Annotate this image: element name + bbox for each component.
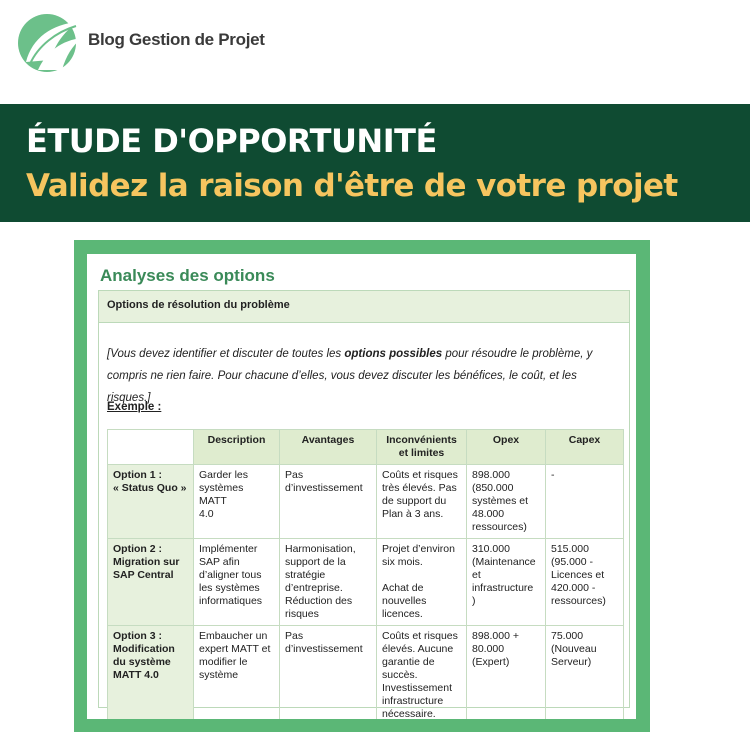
header-inconvenients: Inconvénients et limites xyxy=(377,430,467,465)
cell-line: MATT 4.0 xyxy=(113,669,159,681)
cell-line: garantie de xyxy=(382,656,435,668)
banner-subtitle: Validez la raison d'être de votre projet xyxy=(26,168,678,204)
cell-opex xyxy=(467,626,546,720)
banner-title: ÉTUDE D'OPPORTUNITÉ xyxy=(26,122,437,160)
cell-description xyxy=(194,465,280,539)
cell-line: système xyxy=(199,669,239,681)
section-header xyxy=(99,291,629,323)
cell-capex xyxy=(546,465,624,539)
cell-line: Coûts et risques xyxy=(382,630,458,642)
document-page xyxy=(87,254,636,719)
intro-text-end: pour résoudre le problème, y compris ne rien faire. Pour chacune d’elles, vous devez discuter les bénéfices, le coût, et les risques.] xyxy=(107,348,593,404)
cell-opex xyxy=(467,539,546,626)
cell-line: d’investissement xyxy=(285,643,363,655)
table-row xyxy=(108,539,624,626)
cell-line: (Nouveau xyxy=(551,643,597,655)
document-heading: Analyses des options xyxy=(100,266,275,285)
cell-line: ressources) xyxy=(472,521,527,533)
cell-line: (Maintenance xyxy=(472,556,536,568)
cell-line: six mois. xyxy=(382,556,423,568)
cell-line: (850.000 xyxy=(472,482,514,494)
intro-text-start: [Vous devez identifier et discuter de toutes les xyxy=(107,348,345,360)
cell-line: Implémenter xyxy=(199,543,258,555)
cell-line: licences. xyxy=(382,608,423,620)
cell-line: infrastructure xyxy=(382,695,444,707)
cell-avantages xyxy=(280,539,377,626)
cell-line: Coûts et risques xyxy=(382,469,458,481)
leaf-logo-icon xyxy=(16,12,84,74)
cell-line: nécessaire. xyxy=(382,708,436,719)
header-opex: Opex xyxy=(467,430,546,465)
cell-inconvenients xyxy=(377,626,467,720)
cell-line: ) xyxy=(472,595,476,607)
header-blank xyxy=(108,430,194,465)
cell-line: Réduction des xyxy=(285,595,353,607)
cell-line: expert MATT et xyxy=(199,643,271,655)
cell-line: SAP afin xyxy=(199,556,240,568)
cell-line: ressources) xyxy=(551,595,606,607)
cell-line: les systèmes xyxy=(199,582,260,594)
cell-inconvenients xyxy=(377,539,467,626)
cell-line: Garder les xyxy=(199,469,249,481)
cell-line: « Status Quo » xyxy=(113,482,187,494)
cell-line: stratégie xyxy=(285,569,326,581)
cell-description xyxy=(194,626,280,720)
cell-line: support de la xyxy=(285,556,346,568)
cell-line: - xyxy=(551,469,555,481)
cell-line: Option 1 : xyxy=(113,469,162,481)
header-avantages: Avantages xyxy=(280,430,377,465)
cell-line xyxy=(382,569,461,582)
cell-line: succès. xyxy=(382,669,418,681)
cell-line: 898.000 + xyxy=(472,630,520,642)
cell-line: Modification xyxy=(113,643,175,655)
cell-line: de support du xyxy=(382,495,447,507)
cell-line: 75.000 xyxy=(551,630,584,642)
cell-line: du système xyxy=(113,656,171,668)
cell-line: 515.000 xyxy=(551,543,589,555)
cell-line: d’entreprise. xyxy=(285,582,343,594)
table-header-row xyxy=(108,430,624,465)
cell-description xyxy=(194,539,280,626)
cell-line: Projet d’environ xyxy=(382,543,455,555)
cell-line: Migration sur xyxy=(113,556,180,568)
cell-avantages xyxy=(280,626,377,720)
cell-line: 310.000 xyxy=(472,543,510,555)
cell-capex xyxy=(546,539,624,626)
example-label: Exemple : xyxy=(107,401,162,413)
cell-line: Pas xyxy=(285,469,304,481)
section-title: Options de résolution du problème xyxy=(107,299,290,311)
cell-line: Plan à 3 ans. xyxy=(382,508,444,520)
cell-line: Serveur) xyxy=(551,656,592,668)
options-section xyxy=(98,290,630,719)
logo-bar xyxy=(0,0,750,104)
cell-option xyxy=(108,626,194,720)
cell-line: et xyxy=(472,569,481,581)
header-description: Description xyxy=(194,430,280,465)
cell-line: 420.000 - xyxy=(551,582,596,594)
table-row xyxy=(108,465,624,539)
cell-line: modifier le xyxy=(199,656,248,668)
cell-line: 80.000 xyxy=(472,643,505,655)
cell-line: (Expert) xyxy=(472,656,510,668)
cell-line: nouvelles xyxy=(382,595,427,607)
cell-line: d’investissement xyxy=(285,482,363,494)
cell-line: Pas xyxy=(285,630,304,642)
cell-capex xyxy=(546,626,624,720)
cell-line: 4.0 xyxy=(199,508,214,520)
title-banner xyxy=(0,104,750,222)
cell-line: systèmes et xyxy=(472,495,529,507)
cell-line: Embaucher un xyxy=(199,630,268,642)
cell-line: Achat de xyxy=(382,582,424,594)
cell-line: SAP Central xyxy=(113,569,174,581)
cell-line: informatiques xyxy=(199,595,263,607)
options-table xyxy=(107,429,624,719)
header-capex: Capex xyxy=(546,430,624,465)
cell-line: infrastructure xyxy=(472,582,534,594)
cell-line: très élevés. Pas xyxy=(382,482,457,494)
cell-line: risques xyxy=(285,608,319,620)
cell-line: (95.000 - xyxy=(551,556,594,568)
cell-option xyxy=(108,539,194,626)
brand-name[interactable]: Blog Gestion de Projet xyxy=(88,30,265,49)
cell-line: Licences et xyxy=(551,569,605,581)
cell-avantages xyxy=(280,465,377,539)
cell-line: 898.000 xyxy=(472,469,510,481)
cell-line: Investissement xyxy=(382,682,453,694)
cell-line: Harmonisation, xyxy=(285,543,356,555)
cell-line: 48.000 xyxy=(472,508,505,520)
table-row xyxy=(108,626,624,720)
intro-text-bold: options possibles xyxy=(344,348,443,360)
cell-line: systèmes MATT xyxy=(199,482,244,507)
cell-inconvenients xyxy=(377,465,467,539)
intro-paragraph xyxy=(107,343,623,409)
cell-line: Option 2 : xyxy=(113,543,162,555)
cell-opex xyxy=(467,465,546,539)
cell-option xyxy=(108,465,194,539)
cell-line: élevés. Aucune xyxy=(382,643,454,655)
cell-line: d’aligner tous xyxy=(199,569,262,581)
cell-line: Option 3 : xyxy=(113,630,162,642)
